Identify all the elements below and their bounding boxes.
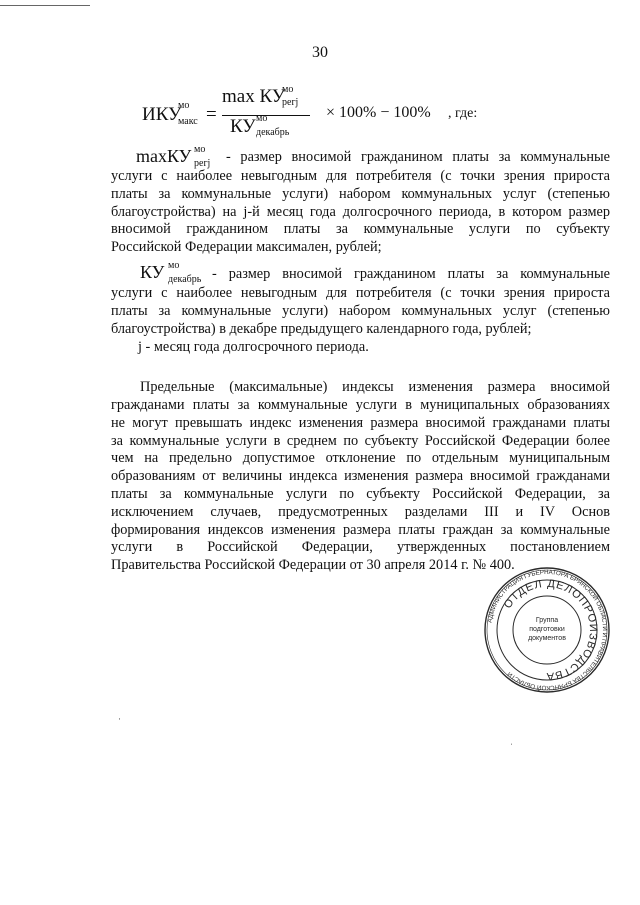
text-line: платы за коммунальные услуги) набором коммунальных услуг (степенью: [111, 302, 610, 319]
scan-mark: ˌ: [510, 735, 513, 745]
def1-first-line: - размер вносимой гражданином платы за коммунальные: [226, 149, 610, 165]
formula-lhs-sub: макс: [178, 116, 198, 127]
text-line: благоустройства) в декабре предыдущего календарного года, рублей;: [111, 320, 532, 337]
text-line: гражданами платы за коммунальные услуги в муниципальных образованиях: [111, 397, 610, 413]
page-number: 30: [312, 44, 328, 61]
formula-lhs-sup: мо: [178, 100, 190, 111]
text-line: не могут превышать индекс изменения размера вносимой гражданами платы: [111, 414, 610, 431]
text-line: платы за коммунальные услуги) набором коммунальных услуг (степенью: [111, 185, 610, 202]
text-line: услуги в Российской Федерации, утвержденных постановлением: [111, 539, 610, 556]
office-stamp: [483, 566, 611, 694]
text-line: услуги с наиболее невыгодным для потребителя (с точки зрения прироста: [111, 285, 610, 301]
scan-mark: ·: [118, 714, 121, 724]
formula-denominator: КУ: [230, 116, 256, 137]
def3-text: j - месяц года долгосрочного периода.: [138, 339, 369, 355]
text-line: платы за коммунальные услуги по субъекту Российской Федерации, за: [111, 485, 610, 502]
def1-text: [111, 168, 610, 257]
formula-numerator: max КУ: [222, 86, 286, 107]
def2-symbol: КУ мо декабрь: [140, 260, 202, 285]
text-line: вносимой гражданином платы за коммунальные услуги по субъекту: [111, 221, 610, 238]
formula: [142, 84, 502, 138]
main-paragraph: [111, 397, 610, 575]
stamp-seal-graphic: [483, 566, 611, 694]
formula-num-sub: регj: [282, 97, 299, 108]
formula-den-sub: декабрь: [256, 127, 290, 138]
svg-text:ОТДЕЛ ДЕЛОПРОИЗВОДСТВА: ОТДЕЛ ДЕЛОПРОИЗВОДСТВА: [501, 577, 600, 683]
svg-text:документов: документов: [528, 635, 566, 642]
svg-text:подготовки: подготовки: [529, 626, 565, 633]
def2-text: [111, 285, 610, 338]
text-line: образованиям от величины индекса изменения размера вносимой гражданами: [111, 468, 610, 485]
text-line: исключением случаев, предусмотренных разделами III и IV Основ: [111, 503, 610, 520]
text-line: Правительства Российской Федерации от 30 апреля 2014 г. № 400.: [111, 557, 515, 574]
svg-text:АДМИНИСТРАЦИЯ ГУБЕРНАТОРА БРЯН: АДМИНИСТРАЦИЯ ГУБЕРНАТОРА БРЯНСКОЙ ОБЛАСТИ И ПРАВИТЕЛЬСТВА БРЯНСКОЙ ОБЛАСТИ: [486, 568, 609, 692]
def1-symbol: maxКУ мо регj: [136, 144, 211, 169]
svg-text:Группа: Группа: [535, 617, 559, 624]
top-edge-line: [0, 5, 90, 6]
paragraph-first-line: Предельные (максимальные) индексы изменения размера вносимой: [140, 379, 610, 395]
text-line: благоустройства) на j-й месяц года долгосрочного периода, в котором размер: [111, 203, 610, 220]
formula-suffix: , где:: [448, 106, 478, 121]
text-line: за коммунальные услуги в среднем по субъекту Российской Федерации более: [111, 432, 610, 449]
formula-den-sup: мо: [256, 113, 268, 124]
formula-eq: =: [206, 104, 217, 125]
text-line: Российской Федерации максимален, рублей;: [111, 239, 382, 256]
def2-first-line: - размер вносимой гражданином платы за коммунальные: [212, 266, 610, 282]
formula-tail: × 100% − 100%: [326, 104, 431, 121]
formula-lhs: ИКУ: [142, 104, 182, 125]
text-line: формирования индексов изменения размера платы граждан за коммунальные: [111, 521, 610, 538]
text-line: чем на предельно допустимое отклонение по отдельным муниципальным: [111, 450, 610, 467]
formula-num-sup: мо: [282, 84, 294, 95]
text-line: услуги с наиболее невыгодным для потребителя (с точки зрения прироста: [111, 168, 610, 184]
